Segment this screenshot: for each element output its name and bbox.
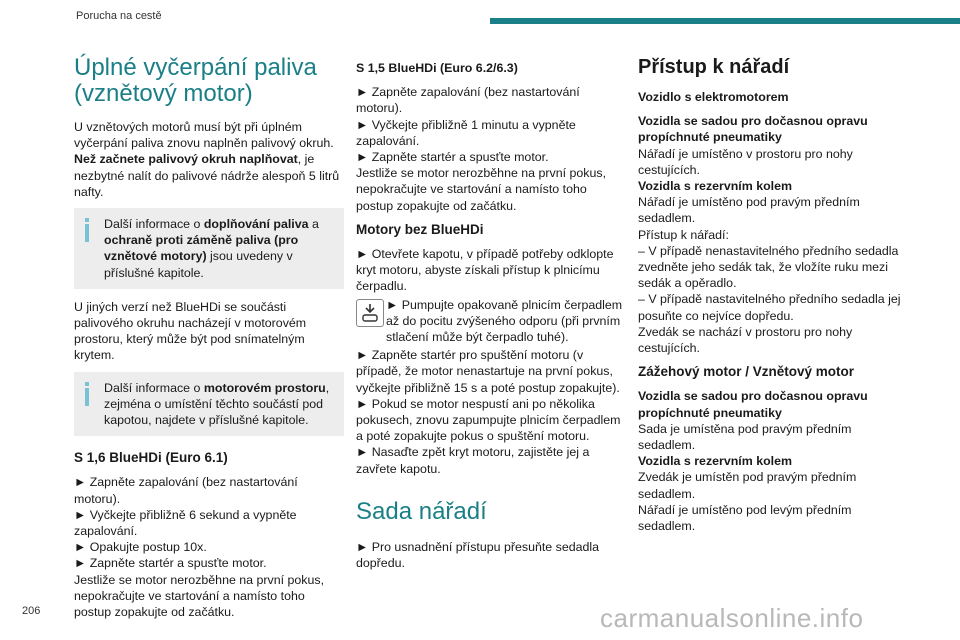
tools-step: ► Pro usnadnění přístupu přesuňte sedadla dopředu.: [356, 539, 600, 571]
column-1: [74, 55, 344, 620]
ice-sub-heading-repair: Vozidla se sadou pro dočasnou opravu propíchnuté pneumatiky: [638, 389, 868, 420]
steps-no-bluehdi: ► Zapněte startér pro spuštění motoru (v případě, že motor nenastartuje na první pokus, vyčkejte přibližně 15 s a poté postup zopakujte). ► Pokud se motor nespustí ani po několika pokusech, znovu zapumpujte plnicím čerpadlem a poté zopakujte pokus o spuštění motoru. ► Nasaďte zpět kryt motoru, zajistěte jej a zavřete kapotu.: [356, 348, 621, 476]
info-icon: [82, 382, 92, 406]
column-2: [356, 55, 624, 579]
tool-kit-title: Sada nářadí: [356, 497, 487, 525]
fuel-paragraph: U vznětových motorů musí být při úplném vyčerpání paliva znovu naplněn palivový okruh. Než začnete palivový okruh naplňovat, je nezbytné nalít do palivové nádrže alespoň 5 litrů nafty.: [74, 120, 340, 199]
watermark: carmanualsonline.info: [600, 603, 864, 633]
heading-16-bluehdi: S 1,6 BlueHDi (Euro 6.1): [74, 450, 228, 466]
steps-15: ► Zapněte zapalování (bez nastartování motoru). ► Vyčkejte přibližně 1 minutu a vypněte zapalování. ► Zapněte startér a spusťte motor. Jestliže se motor nerozběhne na první pokus, nepokračujte ve startování a namísto toho postup zopakujte od začátku.: [356, 85, 607, 213]
electric-sub-heading-spare: Vozidla s rezervním kolem: [638, 179, 793, 194]
hand-pump-icon: [356, 299, 384, 327]
heading-ice: Zážehový motor / Vznětový motor: [638, 364, 855, 380]
ice-sub-heading-spare: Vozidla s rezervním kolem: [638, 454, 793, 469]
info-box-refuel: Další informace o doplňování paliva a ochraně proti záměně paliva (pro vznětové motory) jsou uvedeny v příslušné kapitole.: [74, 208, 344, 289]
header-accent-bar: [490, 18, 960, 24]
column-3: Přístup k nářadí Vozidlo s elektromotorem Vozidla se sadou pro dočasnou opravu propíchnuté pneumatiky Nářadí je umístěno v prostoru pro nohy cestujících. Vozidla s rezervním kolem Nářadí je umístěno pod pravým předním sedadlem. Přístup k nářadí: – V případě nenastavitelného předního sedadla zvedněte jeho sedák tak, že vložíte ruku mezi sedák a opěradlo. – V případě nastavitelného předního sedadla jej posuňte co nejvíce dopředu. Zvedák se nachází v prostoru pro nohy cestujících. Zážehový motor / Vznětový motor Vozidla se sadou pro dočasnou opravu propíchnuté pneumatiky Sada je umístěna pod pravým předním sedadlem. Vozidla s rezervním kolem Zvedák je umístěn pod pravým předním sedadlem. Nářadí je umístěno pod levým předním sedadlem.: [638, 55, 908, 534]
non-bluehdi-paragraph: U jiných verzí než BlueHDi se součásti palivového okruhu nacházejí v motorovém prostoru, který může být pod snímatelným krytem.: [74, 299, 307, 363]
fuel-exhaustion-title: Úplné vyčerpání paliva (vznětový motor): [74, 54, 317, 107]
steps-16: ► Zapněte zapalování (bez nastartování motoru). ► Vyčkejte přibližně 6 sekund a vypněte zapalování. ► Opakujte postup 10x. ► Zapněte startér a spusťte motor. Jestliže se motor nerozběhne na první pokus, nepokračujte ve startování a namísto toho postup zopakujte od začátku.: [74, 475, 325, 620]
step-open-hood: ► Otevřete kapotu, v případě potřeby odklopte kryt motoru, abyste získali přístup k plnicímu čerpadlu.: [356, 247, 614, 294]
heading-electric: Vozidlo s elektromotorem: [638, 90, 789, 104]
tool-access-title: Přístup k nářadí: [638, 56, 790, 78]
heading-no-bluehdi: Motory bez BlueHDi: [356, 221, 484, 237]
section-header: Porucha na cestě: [76, 10, 162, 22]
pump-step: ► Pumpujte opakovaně plnicím čerpadlem až do pocitu zvýšeného odporu (při prvním stlačení může být čerpadlo tuhé).: [356, 297, 624, 346]
electric-sub-heading-repair: Vozidla se sadou pro dočasnou opravu propíchnuté pneumatiky: [638, 114, 868, 145]
info-icon: [82, 218, 92, 242]
info-box-engine: Další informace o motorovém prostoru, zejména o umístění těchto součástí pod kapotou, najdete v příslušné kapitole.: [74, 372, 344, 437]
heading-15-bluehdi: S 1,5 BlueHDi (Euro 6.2/6.3): [356, 61, 518, 75]
page-number: 206: [22, 605, 41, 617]
